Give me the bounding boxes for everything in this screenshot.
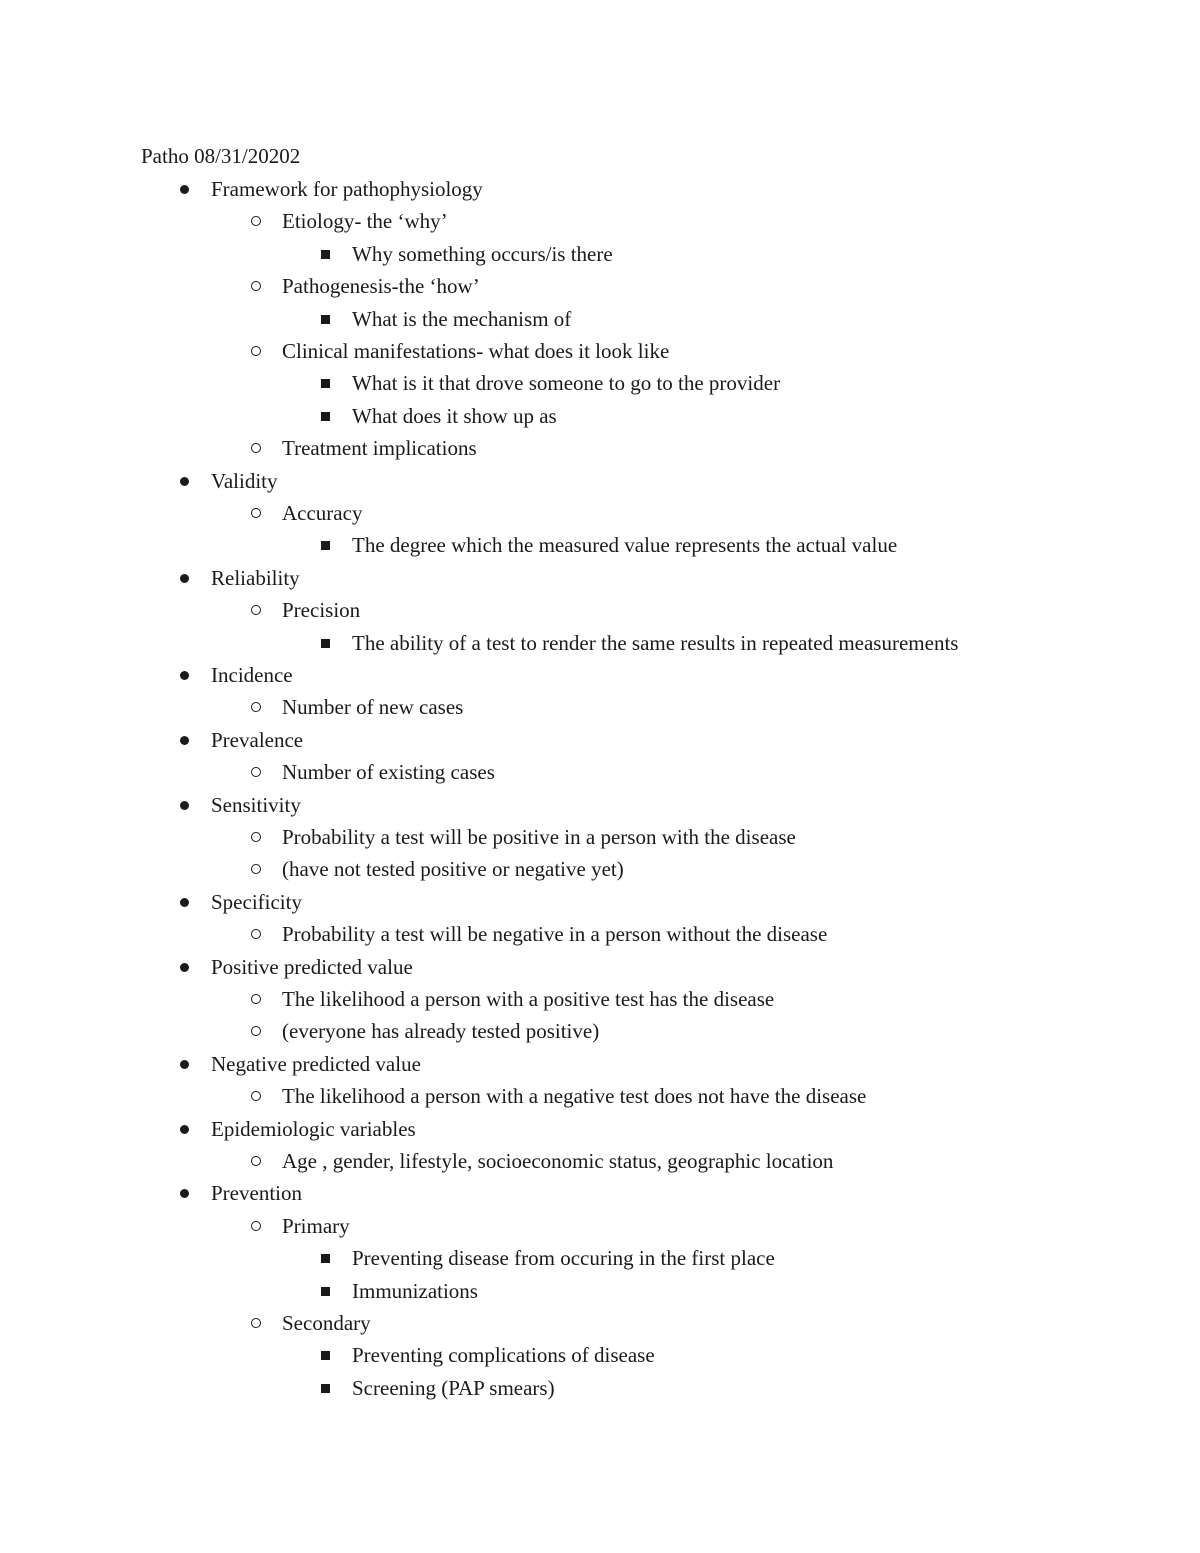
circle-bullet-icon [251,994,261,1004]
item-text: Validity [211,469,278,493]
circle-bullet-icon [251,281,261,291]
item-text: Probability a test will be negative in a person without the disease [282,922,828,946]
circle-bullet-icon [251,767,261,777]
square-bullet-icon [321,315,330,324]
circle-bullet-icon [251,1091,261,1101]
item-text: Prevalence [211,728,304,752]
item-text: Immunizations [352,1279,478,1303]
item-text: Preventing disease from occuring in the first place [352,1246,775,1270]
item-text: Pathogenesis-the ‘how’ [282,274,480,298]
disc-bullet-icon [180,736,189,745]
item-text: Primary [282,1214,350,1238]
disc-bullet-icon [180,963,189,972]
item-text: Epidemiologic variables [211,1117,416,1141]
item-text: What does it show up as [352,404,557,428]
circle-bullet-icon [251,832,261,842]
square-bullet-icon [321,379,330,388]
item-text: Prevention [211,1181,302,1205]
item-text: What is it that drove someone to go to the provider [352,371,781,395]
item-text: Treatment implications [282,436,477,460]
item-text: Age , gender, lifestyle, socioeconomic status, geographic location [282,1149,834,1173]
item-text: Preventing complications of disease [352,1343,655,1367]
disc-bullet-icon [180,801,189,810]
item-text: Accuracy [282,501,363,525]
item-text: Incidence [211,663,293,687]
disc-bullet-icon [180,1189,189,1198]
item-text: Negative predicted value [211,1052,421,1076]
disc-bullet-icon [180,1060,189,1069]
disc-bullet-icon [180,1125,189,1134]
disc-bullet-icon [180,574,189,583]
item-text: Precision [282,598,361,622]
disc-bullet-icon [180,898,189,907]
item-text: What is the mechanism of [352,307,572,331]
circle-bullet-icon [251,864,261,874]
circle-bullet-icon [251,346,261,356]
disc-bullet-icon [180,671,189,680]
square-bullet-icon [321,1384,330,1393]
circle-bullet-icon [251,1026,261,1036]
item-text: Why something occurs/is there [352,242,613,266]
square-bullet-icon [321,1351,330,1360]
item-text: Secondary [282,1311,371,1335]
item-text: Framework for pathophysiology [211,177,483,201]
square-bullet-icon [321,412,330,421]
page-title: Patho 08/31/20202 [141,144,301,168]
disc-bullet-icon [180,477,189,486]
disc-bullet-icon [180,185,189,194]
circle-bullet-icon [251,508,261,518]
item-text: The ability of a test to render the same results in repeated measurements [352,631,959,655]
square-bullet-icon [321,541,330,550]
circle-bullet-icon [251,216,261,226]
circle-bullet-icon [251,1221,261,1231]
circle-bullet-icon [251,443,261,453]
item-text: (everyone has already tested positive) [282,1019,600,1043]
item-text: Number of existing cases [282,760,495,784]
item-text: Probability a test will be positive in a person with the disease [282,825,796,849]
item-text: Clinical manifestations- what does it look like [282,339,670,363]
square-bullet-icon [321,1287,330,1296]
item-text: Screening (PAP smears) [352,1376,555,1400]
item-text: The likelihood a person with a positive test has the disease [282,987,775,1011]
circle-bullet-icon [251,702,261,712]
item-text: Sensitivity [211,793,301,817]
circle-bullet-icon [251,1318,261,1328]
square-bullet-icon [321,250,330,259]
square-bullet-icon [321,639,330,648]
item-text: Number of new cases [282,695,464,719]
item-text: The likelihood a person with a negative test does not have the disease [282,1084,867,1108]
square-bullet-icon [321,1254,330,1263]
item-text: Specificity [211,890,302,914]
item-text: Reliability [211,566,300,590]
item-text: (have not tested positive or negative yet) [282,857,624,881]
circle-bullet-icon [251,1156,261,1166]
circle-bullet-icon [251,605,261,615]
item-text: Positive predicted value [211,955,413,979]
item-text: Etiology- the ‘why’ [282,209,448,233]
circle-bullet-icon [251,929,261,939]
item-text: The degree which the measured value represents the actual value [352,533,898,557]
